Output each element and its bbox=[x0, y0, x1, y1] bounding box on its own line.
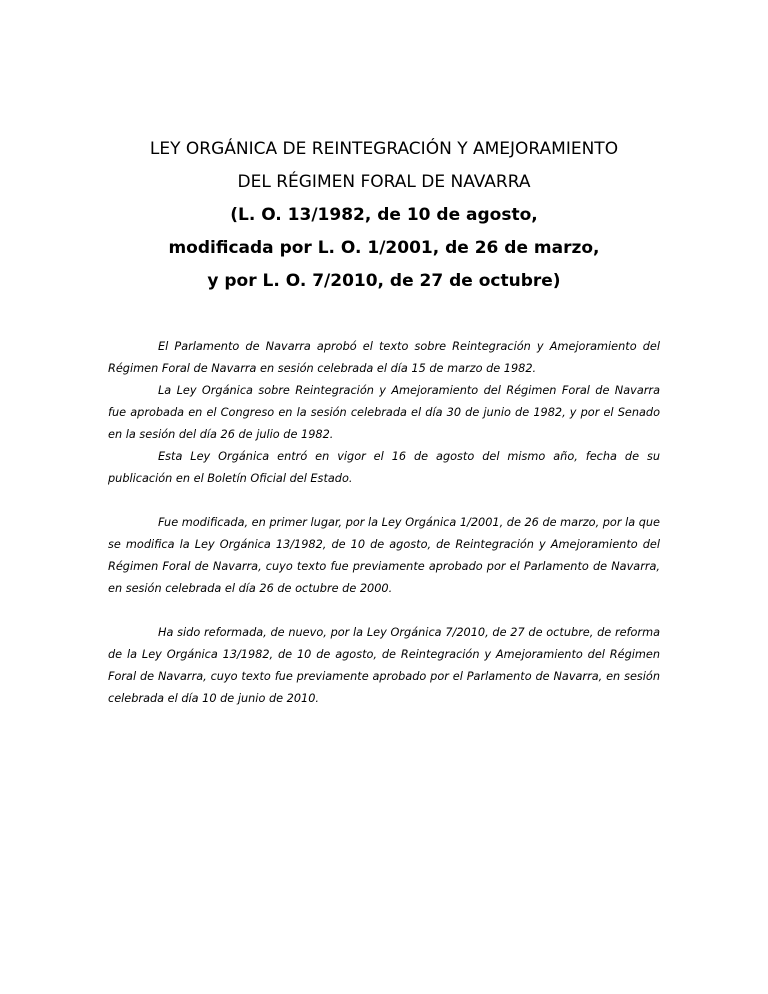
paragraph-modificacion-2001: Fue modificada, en primer lugar, por la Ley Orgánica 1/2001, de 26 de marzo, por la que se modifica la Ley Orgánica 13/1982, de 10 de agosto, de Reintegración y Amejoramiento del Régimen Foral de Navarra, cuyo texto fue previamente aprobado por el Parlamento de Navarra, en sesión celebrada el día 26 de octubre de 2000. bbox=[108, 516, 661, 595]
title-line-2: DEL RÉGIMEN FORAL DE NAVARRA bbox=[237, 172, 531, 192]
document-body bbox=[108, 336, 660, 710]
paragraph-congreso-senado: La Ley Orgánica sobre Reintegración y Amejoramiento del Régimen Foral de Navarra fue aprobada en el Congreso en la sesión celebrada el día 30 de junio de 1982, y por el Senado en la sesión del día 26 de julio de 1982. bbox=[108, 384, 660, 441]
title-line-4: modificada por L. O. 1/2001, de 26 de marzo, bbox=[168, 238, 600, 258]
paragraph-reforma-2010: Ha sido reformada, de nuevo, por la Ley Orgánica 7/2010, de 27 de octubre, de reforma de la Ley Orgánica 13/1982, de 10 de agosto, de Reintegración y Amejoramiento del Régimen Foral de Navarra, cuyo texto fue previamente aprobado por el Parlamento de Navarra, en sesión celebrada el día 10 de junio de 2010. bbox=[108, 626, 660, 705]
paragraph-parlamento-aprobacion: El Parlamento de Navarra aprobó el texto sobre Reintegración y Amejoramiento del Régimen Foral de Navarra en sesión celebrada el día 15 de marzo de 1982. bbox=[108, 340, 660, 375]
title-line-5: y por L. O. 7/2010, de 27 de octubre) bbox=[207, 271, 561, 291]
title-line-3: (L. O. 13/1982, de 10 de agosto, bbox=[230, 205, 538, 225]
paragraph-entrada-vigor: Esta Ley Orgánica entró en vigor el 16 de agosto del mismo año, fecha de su publicación en el Boletín Oficial del Estado. bbox=[108, 450, 660, 485]
document-title bbox=[60, 133, 708, 298]
title-line-1: LEY ORGÁNICA DE REINTEGRACIÓN Y AMEJORAMIENTO bbox=[149, 139, 619, 159]
